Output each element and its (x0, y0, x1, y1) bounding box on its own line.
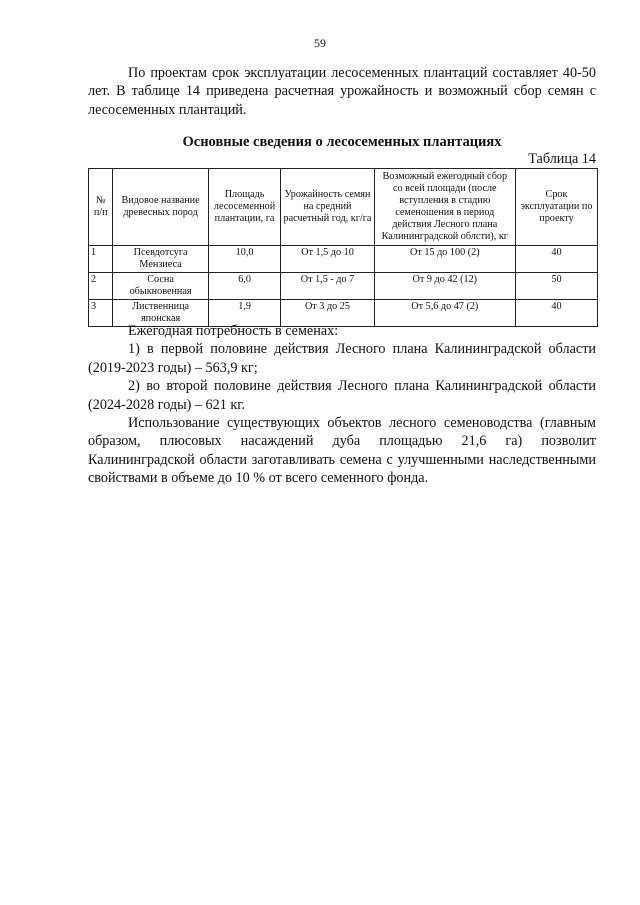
needs-heading: Ежегодная потребность в семенах: (128, 323, 339, 339)
cell-num: 2 (89, 273, 113, 300)
header-species: Видовое название древесных пород (113, 169, 208, 246)
cell-species: Лиственница японская (113, 300, 208, 327)
cell-yield: От 1,5 - до 7 (281, 273, 374, 300)
table-title: Основные сведения о лесосеменных плантациях (182, 134, 502, 150)
cell-species: Сосна обыкновенная (113, 273, 208, 300)
cell-area: 10,0 (208, 246, 281, 273)
header-area: Площадь лесосеменной плантации, га (208, 169, 281, 246)
cell-num: 3 (89, 300, 113, 327)
cell-term: 40 (516, 300, 598, 327)
cell-collect: От 9 до 42 (12) (374, 273, 515, 300)
final-paragraph: Использование существующих объектов лесного семеноводства (главным образом, плюсовых насаждений дуба площадью 21,6 га) позволит Калининградской области заготавливать семена с улучшенными наследственными свойствами в объеме до 10 % от всего семенного фонда. (88, 415, 596, 487)
header-collect: Возможный ежегодный сбор со всей площади (после вступления в стадию семеношения в период действия Лесного плана Калининградской облсти), кг (374, 169, 515, 246)
cell-collect: От 5,6 до 47 (2) (374, 300, 515, 327)
table-header-row (89, 169, 598, 246)
needs-item-1: 1) в первой половине действия Лесного плана Калининградской области (2019-2023 годы) – 563,9 кг; (88, 341, 596, 376)
header-term: Срок эксплуатации по проекту (516, 169, 598, 246)
cell-yield: От 3 до 25 (281, 300, 374, 327)
header-yield: Урожайность семян на средний расчетный год, кг/га (281, 169, 374, 246)
cell-area: 1,9 (208, 300, 281, 327)
table-caption: Таблица 14 (528, 151, 596, 167)
needs-item-2: 2) во второй половине действия Лесного плана Калининградской области (2024-2028 годы) – 621 кг. (88, 378, 596, 413)
page-number: 59 (314, 36, 326, 50)
cell-term: 40 (516, 246, 598, 273)
cell-num: 1 (89, 246, 113, 273)
cell-collect: От 15 до 100 (2) (374, 246, 515, 273)
table-row (89, 273, 598, 300)
intro-paragraph: По проектам срок эксплуатации лесосеменных плантаций составляет 40-50 лет. В таблице 14 приведена расчетная урожайность и возможный сбор семян с лесосеменных плантаций. (88, 65, 596, 118)
table-row (89, 246, 598, 273)
header-num: № п/п (89, 169, 113, 246)
cell-term: 50 (516, 273, 598, 300)
cell-yield: От 1,5 до 10 (281, 246, 374, 273)
cell-area: 6,0 (208, 273, 281, 300)
cell-species: Псевдотсуга Мензиеса (113, 246, 208, 273)
seed-plantations-table (88, 168, 598, 327)
needs-section (88, 322, 596, 488)
